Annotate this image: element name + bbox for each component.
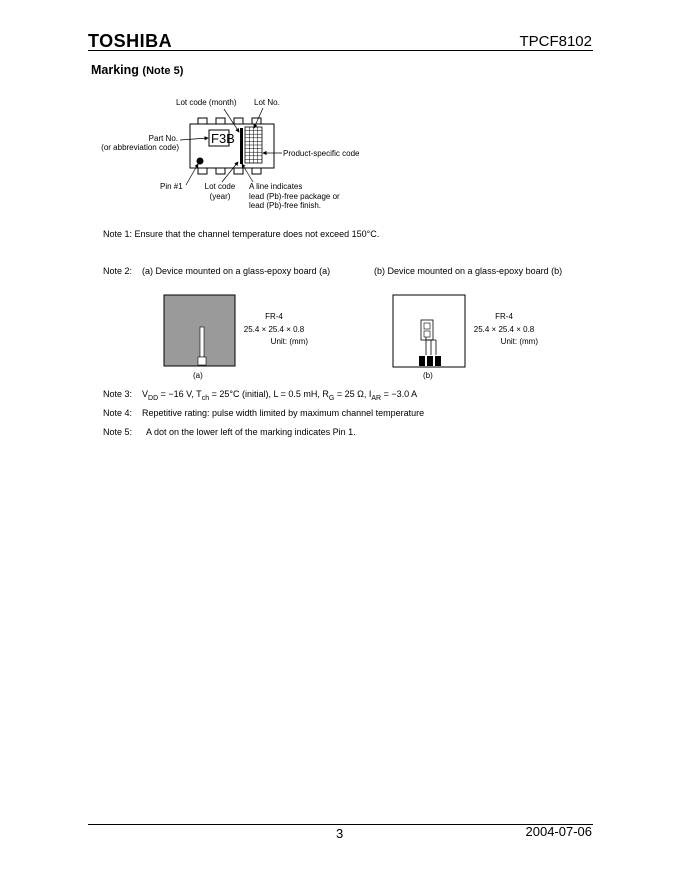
board-b-info [470,312,538,347]
board-a-material: FR-4 [265,312,283,321]
chip-marking-text: F3B [211,131,235,146]
lot-code-year-line1: Lot code [204,182,236,191]
note2-b-text: (b) Device mounted on a glass-epoxy board (b) [374,266,563,276]
lot-code-year-line2: (year) [209,191,231,201]
part-no-sub-label: (or abbreviation code) [101,143,179,152]
board-a-dims: 25.4 × 25.4 × 0.8 [243,324,305,334]
note5-label: Note 5: [103,427,133,437]
board-b [393,295,465,367]
note3-part: = −16 V, T [158,389,202,399]
note2-label: Note 2: [103,266,133,276]
note3-part: = 25°C (initial), L = 0.5 mH, R [209,389,329,399]
footer-divider [88,824,593,825]
note4-text: Repetitive rating: pulse width limited by maximum channel temperature [142,408,425,418]
lot-code-month-label: Lot code (month) [176,98,237,107]
board-b-unit: Unit: (mm) [500,337,538,346]
note3-part: V [142,389,149,399]
product-specific-label: Product-specific code [283,149,360,158]
board-a-info [240,312,308,347]
board-a-unit: Unit: (mm) [270,337,308,346]
part-number: TPCF8102 [519,33,592,50]
board-a [164,295,235,366]
toshiba-logo: TOSHIBA [88,31,173,51]
note3-label: Note 3: [103,389,133,399]
board-a-caption: (a) [193,371,203,380]
lead-free-line1: A line indicates [249,182,303,191]
board-b-dims: 25.4 × 25.4 × 0.8 [473,324,535,334]
note3-sub: AR [371,394,382,402]
note5-text: A dot on the lower left of the marking indicates Pin 1. [146,427,356,437]
note1: Note 1: Ensure that the channel temperature does not exceed 150°C. [103,229,380,239]
note2-a-text: (a) Device mounted on a glass-epoxy board (a) [142,266,331,276]
lead-free-line3: lead (Pb)-free finish. [249,201,322,210]
note3-text [142,389,417,402]
board-b-material: FR-4 [495,312,513,321]
lot-no-label: Lot No. [254,98,280,107]
note3-sub: DD [148,394,159,402]
note4-label: Note 4: [103,408,133,418]
pin1-label: Pin #1 [160,182,183,191]
note3-sub: ch [201,394,210,402]
document-date: 2004-07-06 [525,824,592,839]
note3-part: = −3.0 A [381,389,418,399]
part-no-label-line1: Part No. [148,134,178,143]
board-b-caption: (b) [423,371,433,380]
note3-sub: G [328,394,335,402]
section-title-note: (Note 5) [142,65,184,77]
note3-part: = 25 Ω, I [334,389,372,399]
page-number: 3 [336,826,344,841]
section-title-text: Marking [91,63,139,77]
lead-free-line2: lead (Pb)-free package or [249,191,340,201]
